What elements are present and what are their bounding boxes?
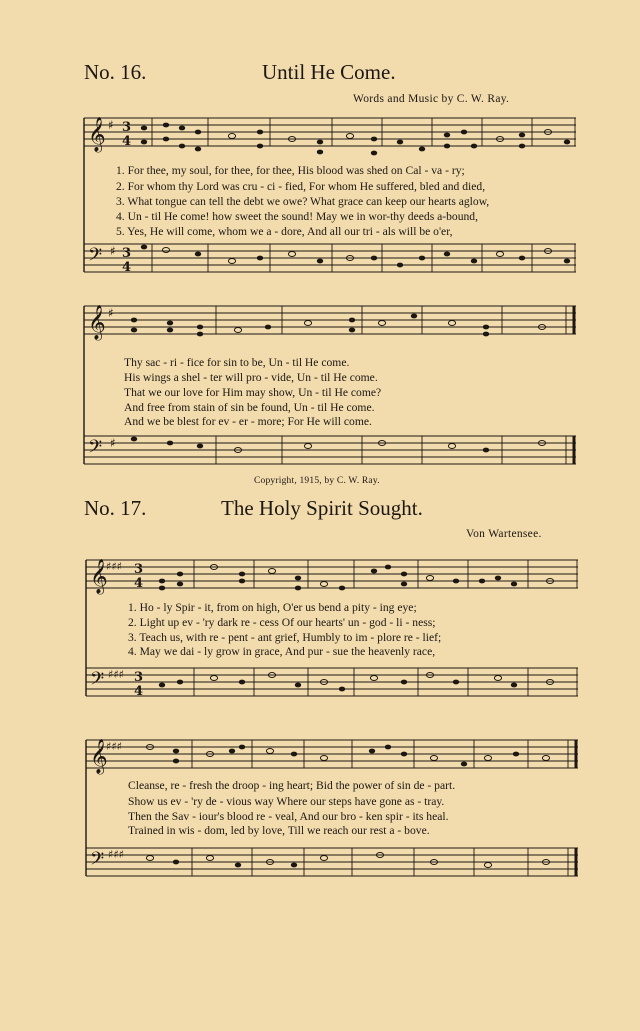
hymn-17-title: The Holy Spirit Sought. xyxy=(221,496,423,520)
svg-text:4: 4 xyxy=(122,134,132,149)
hymn-17-number: No. 17. xyxy=(84,496,147,520)
svg-text:♯: ♯ xyxy=(108,306,114,320)
svg-text:3: 3 xyxy=(134,562,144,577)
verse-line: 1. Ho - ly Spir - it, from on high, O'er us bend a pity - ing eye; xyxy=(128,601,417,614)
hymn-17-system-2 xyxy=(84,728,580,888)
verse-line: And we be blest for ev - er - more; For He will come. xyxy=(124,415,372,428)
verse-line: 4. May we dai - ly grow in grace, And pur - sue the heavenly race, xyxy=(128,645,436,658)
hymn-16-number: No. 16. xyxy=(84,60,147,84)
svg-text:𝄞: 𝄞 xyxy=(90,559,108,594)
svg-text:♯♯♯: ♯♯♯ xyxy=(108,848,124,861)
verse-line: 3. Teach us, with re - pent - ant grief, Humbly to im - plore re - lief; xyxy=(128,631,442,644)
svg-text:♯: ♯ xyxy=(110,244,116,258)
music-staff-icon xyxy=(82,300,578,470)
verse-line: Cleanse, re - fresh the droop - ing heart; Bid the power of sin de - part. xyxy=(128,779,456,792)
svg-text:𝄢: 𝄢 xyxy=(88,245,103,270)
svg-text:4: 4 xyxy=(134,684,144,699)
verse-line: Thy sac - ri - fice for sin to be, Un - til He come. xyxy=(124,356,350,369)
hymn-16-title: Until He Come. xyxy=(262,60,396,84)
svg-text:♯♯♯: ♯♯♯ xyxy=(108,668,124,681)
verse-line: Trained in wis - dom, led by love, Till we reach our rest a - bove. xyxy=(128,824,430,837)
svg-text:♯: ♯ xyxy=(110,436,116,450)
svg-text:𝄢: 𝄢 xyxy=(88,437,103,462)
verse-line: Show us ev - 'ry de - vious way Where our steps have gone as - tray. xyxy=(128,795,445,808)
verse-line: 5. Yes, He will come, whom we a - dore, And all our tri - als will be o'er, xyxy=(116,225,453,238)
svg-text:♯: ♯ xyxy=(108,118,114,132)
svg-text:3: 3 xyxy=(134,670,144,685)
hymn-16-credit: Words and Music by C. W. Ray. xyxy=(353,93,510,105)
svg-text:𝄞: 𝄞 xyxy=(88,305,106,340)
verse-line: 3. What tongue can tell the debt we owe? What grace can keep our hearts aglow, xyxy=(116,195,490,208)
svg-text:4: 4 xyxy=(122,260,132,275)
verse-line: Then the Sav - iour's blood re - veal, And our bro - ken spir - its heal. xyxy=(128,810,449,823)
svg-text:3: 3 xyxy=(122,120,132,135)
music-staff-icon xyxy=(84,728,580,888)
hymn-17-credit: Von Wartensee. xyxy=(466,528,542,540)
hymn-16-copyright: Copyright, 1915, by C. W. Ray. xyxy=(254,476,380,486)
verse-line: 1. For thee, my soul, for thee, for thee, His blood was shed on Cal - va - ry; xyxy=(116,164,465,177)
hymn-16-system-2 xyxy=(82,300,578,470)
svg-text:𝄢: 𝄢 xyxy=(90,669,105,694)
svg-text:𝄞: 𝄞 xyxy=(90,739,108,774)
verse-line: And free from stain of sin be found, Un - til He come. xyxy=(124,401,375,414)
svg-text:3: 3 xyxy=(122,246,132,261)
svg-text:𝄢: 𝄢 xyxy=(90,849,105,874)
verse-line: 2. For whom thy Lord was cru - ci - fied, For whom He suffered, bled and died, xyxy=(116,180,486,193)
svg-text:♯♯♯: ♯♯♯ xyxy=(106,560,122,573)
verse-line: His wings a shel - ter will pro - vide, Un - til He come. xyxy=(124,371,378,384)
verse-line: 2. Light up ev - 'ry dark re - cess Of our hearts' un - god - li - ness; xyxy=(128,616,436,629)
svg-text:4: 4 xyxy=(134,576,144,591)
svg-text:𝄞: 𝄞 xyxy=(88,117,106,152)
verse-line: That we our love for Him may show, Un - til He come? xyxy=(124,386,382,399)
svg-text:♯♯♯: ♯♯♯ xyxy=(106,740,122,753)
verse-line: 4. Un - til He come! how sweet the sound! May we in wor-thy deeds a-bound, xyxy=(116,210,478,223)
